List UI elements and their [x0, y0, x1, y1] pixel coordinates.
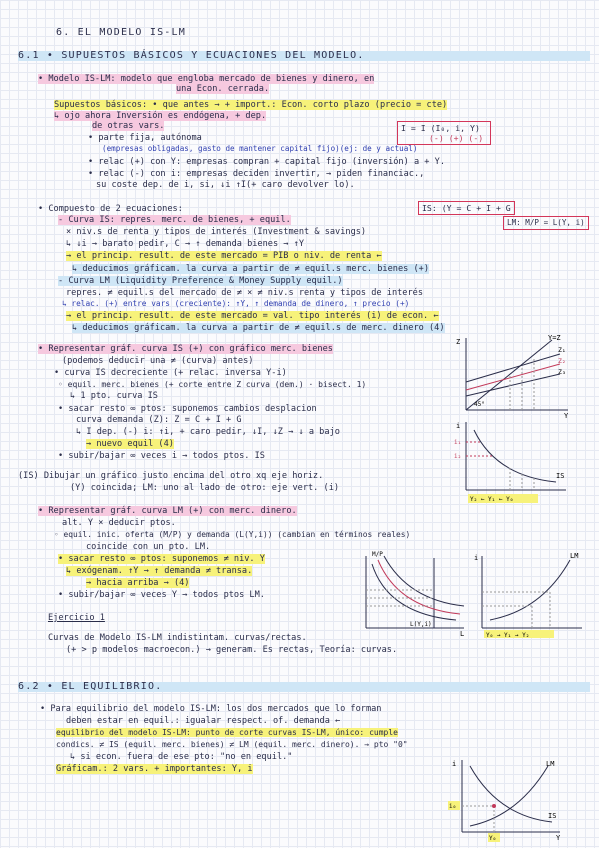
eq-line-5: ↳ si econ. fuera de ese pto: "no en equil." [70, 752, 293, 762]
eq-line-1: • Para equilibrio del modelo IS-LM: los dos mercados que lo forman [40, 704, 382, 714]
compuesto-line-7: - Curva LM (Liquidity Preference & Money Supply equil.) [58, 276, 343, 286]
g1-yz-label: Y=Z [548, 334, 561, 342]
dibujar-line-1: (IS) Dibujar un gráfico justo encima del otro xq eje horiz. [18, 471, 324, 481]
compuesto-line-10: → el princip. result. de este mercado = val. tipo interés (i) de econ. ← [66, 311, 439, 321]
g1-deg-label: 45° [474, 401, 485, 408]
section-heading-6-2 [18, 682, 590, 692]
curvas-line-2: (+ > p modelos macroecon.) → generam. Es rectas, Teoría: curvas. [66, 645, 398, 655]
supuestos-line-6: • relac (+) con Y: empresas compran + capital fijo (inversión) a + Y. [88, 157, 445, 167]
g5-y0-label: Y₀ [489, 835, 497, 842]
investment-formula-box [397, 121, 491, 145]
investment-formula: I = I (I₀, i, Y) [401, 123, 480, 133]
supuestos-line-8: su coste dep. de i, si, ↓i ↑I(+ caro devolver lo). [96, 180, 355, 190]
rep-lm-line-3: ◦ equil. inic. oferta (M/P) y demanda (L(Y,i)) (cambian en términos reales) [54, 530, 411, 539]
rep-is-line-5: ↳ 1 pto. curva IS [70, 391, 158, 401]
exercise-label: Ejercicio 1 [48, 613, 105, 623]
compuesto-line-4: ↳ ↓i → barato pedir, C → ↑ demanda bienes → ↑Y [66, 239, 304, 249]
lm-curve-graph [472, 548, 588, 638]
investment-signs: (-) (+) (-) [429, 133, 484, 143]
rep-is-line-9: → nuevo equil (4) [86, 439, 174, 449]
rep-lm-line-8: • subir/bajar ∞ veces Y → todos ptos LM. [58, 590, 265, 600]
rep-lm-line-5: • sacar resto ∞ ptos: suponemos ≠ niv. Y [58, 554, 265, 564]
lm-curve [490, 560, 570, 620]
curvas-line-1: Curvas de Modelo IS-LM indistintam. curvas/rectas. [48, 633, 307, 643]
eq-line-6: Gráficam.: 2 vars. + importantes: Y, i [56, 764, 253, 774]
supuestos-line-2: ↳ ojo ahora Inversión es endógena, + dep. [54, 111, 267, 121]
g4-axis-label: Y₀ → Y₁ → Y₂ [486, 632, 530, 638]
g1-z1-label: Z₁ [558, 346, 566, 354]
g1-z3-label: Z₃ [558, 368, 566, 376]
lm-curve-eq [470, 766, 548, 826]
islm-equilibrium-graph [448, 756, 568, 842]
g2-axis-label: Y₂ ← Y₁ ← Y₀ [470, 496, 514, 503]
supuestos-line-1: Supuestos básicos: • que antes → + import.: Econ. corto plazo (precio = cte) [54, 100, 448, 110]
rep-lm-line-7: → hacia arriba → (4) [86, 578, 190, 588]
section-heading-6-1-text: 6.1 • SUPUESTOS BÁSICOS Y ECUACIONES DEL MODELO. [18, 50, 365, 61]
g2-i2-label: i₂ [454, 453, 462, 460]
is-equation-box: IS: (Y = C + I + G [418, 201, 515, 215]
g5-is-label: IS [548, 812, 557, 820]
rep-is-line-3: • curva IS decreciente (+ relac. inversa Y-i) [54, 368, 287, 378]
eq-line-3: equilibrio del modelo IS-LM: punto de corte curvas IS-LM, único: cumple [56, 728, 398, 737]
rep-is-line-1: • Representar gráf. curva IS (+) con gráfico merc. bienes [38, 344, 333, 354]
g3-lm-axis-label: L(Y,i) [410, 621, 432, 628]
g5-i-label: i [452, 760, 457, 768]
lm-equation-box: LM: M/P = L(Y, i) [503, 216, 589, 230]
rep-is-line-2: (podemos deducir una ≠ (curva) antes) [62, 356, 254, 366]
rep-is-line-4: ◦ equil. merc. bienes (+ corte entre Z curva (dem.) · bisect. 1) [58, 380, 367, 389]
g5-y-label: Y [556, 834, 561, 842]
equilibrium-point [492, 804, 496, 808]
compuesto-line-11: ↳ deducimos gráficam. la curva a partir de ≠ equil.s de merc. dinero (4) [72, 323, 445, 333]
g3-mp-label: M/P [372, 551, 383, 558]
compuesto-line-8: repres. ≠ equil.s del mercado de ≠ × ≠ niv.s renta y tipos de interés [66, 288, 423, 298]
g1-z-label: Z [456, 338, 461, 346]
is-curve-eq [470, 766, 552, 822]
compuesto-line-9: ↳ relac. (+) entre vars (creciente): ↑Y, ↑ demanda de dinero, ↑ precio (+) [62, 299, 410, 308]
rep-is-line-7: curva demanda (Z): Z = C + I + G [76, 415, 242, 425]
g2-is-label: IS [556, 472, 565, 480]
supuestos-line-5: (empresas obligadas, gasto de mantener capital fijo)(ej: de y actual) [102, 144, 418, 153]
g1-y-label: Y [564, 412, 569, 418]
compuesto-line-2: - Curva IS: repres. merc. de bienes, + equil. [58, 215, 291, 225]
intro-line-2: una Econ. cerrada. [176, 84, 270, 94]
dibujar-line-2: (Y) coincida; LM: uno al lado de otro: eje vert. (i) [70, 483, 340, 493]
compuesto-line-6: ↳ deducimos gráficam. la curva a partir de ≠ equil.s merc. bienes (+) [72, 264, 429, 274]
g2-i1-label: i₁ [454, 439, 462, 446]
page-title: 6. EL MODELO IS-LM [56, 27, 186, 38]
section-heading-6-1 [18, 51, 590, 61]
supuestos-line-4: • parte fija, autónoma [88, 133, 202, 143]
rep-lm-line-6: ↳ exógenam. ↑Y → ↑ demanda ≠ transa. [66, 566, 253, 576]
intro-line-1: • Modelo IS-LM: modelo que engloba mercado de bienes y dinero, en [38, 74, 375, 84]
g5-i0-label: i₀ [449, 803, 457, 810]
bisector-line [466, 340, 552, 410]
rep-is-line-8: ↳ I dep. (-) i: ↑i, + caro pedir, ↓I, ↓Z → ↓ a bajo [76, 427, 340, 437]
supuestos-line-3: de otras vars. [92, 121, 165, 131]
g3-l-label: L [460, 630, 465, 638]
compuesto-line-1: • Compuesto de 2 ecuaciones: [38, 204, 183, 214]
g4-lm-label: LM [570, 552, 579, 560]
money-market-graph [352, 548, 472, 638]
compuesto-line-5: → el princip. result. de este mercado = PIB o niv. de renta ← [66, 251, 382, 261]
g5-lm-label: LM [546, 760, 555, 768]
rep-lm-line-4: coincide con un pto. LM. [86, 542, 211, 552]
compuesto-line-3: × niv.s de renta y tipos de interés (Investment & savings) [66, 227, 367, 237]
eq-line-2: deben estar en equil.: igualar respect. of. demanda ← [66, 716, 341, 726]
g2-i-label: i [456, 422, 461, 430]
g1-z2-label: Z₂ [558, 357, 566, 365]
keynesian-cross-graph [452, 332, 572, 418]
rep-lm-line-2: alt. Y × deducir ptos. [62, 518, 176, 528]
rep-lm-line-1: • Representar gráf. curva LM (+) con merc. dinero. [38, 506, 297, 516]
eq-line-4: condics. ≠ IS (equil. merc. bienes) ≠ LM (equil. merc. dinero). → pto "0" [56, 740, 408, 749]
supuestos-line-7: • relac (-) con i: empresas deciden invertir, → piden financiac., [88, 169, 425, 179]
g4-i-label: i [474, 554, 479, 562]
is-curve-graph [452, 420, 572, 504]
rep-is-line-10: • subir/bajar ∞ veces i → todos ptos. IS [58, 451, 265, 461]
section-heading-6-2-text: 6.2 • EL EQUILIBRIO. [18, 681, 163, 692]
rep-is-line-6: • sacar resto ∞ ptos: suponemos cambios desplacion [58, 404, 317, 414]
